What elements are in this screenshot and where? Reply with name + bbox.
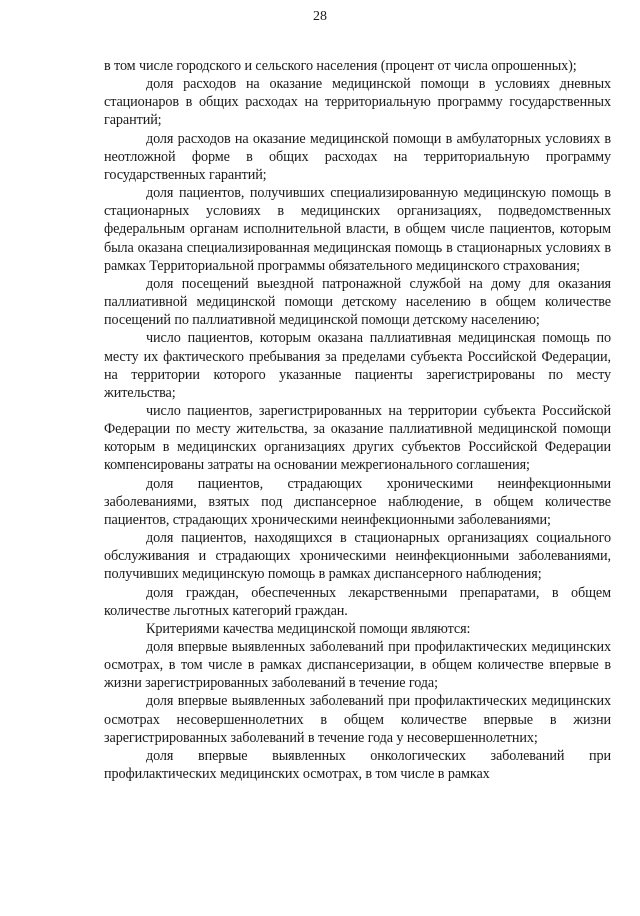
paragraph: доля пациентов, получивших специализированную медицинскую помощь в стационарных условиях в медицинских организациях, подведомственных федеральным органам исполнительной власти, в общем числе пациентов, которым была оказана специализированная медицинская помощь в стационарных условиях в рамках Территориальной программы обязательного медицинского страхования; (104, 185, 611, 274)
paragraph: доля впервые выявленных заболеваний при профилактических медицинских осмотрах, в том числе в рамках диспансеризации, в общем количестве впервые в жизни зарегистрированных заболеваний в течение года; (104, 639, 611, 692)
paragraph: доля расходов на оказание медицинской помощи в условиях дневных стационаров в общих расходах на территориальную программу государственных гарантий; (104, 76, 611, 129)
paragraph: доля впервые выявленных заболеваний при профилактических медицинских осмотрах несовершеннолетних в общем количестве впервые в жизни зарегистрированных заболеваний в течение года у несовершеннолетних; (104, 693, 611, 746)
paragraph: доля пациентов, находящихся в стационарных организациях социального обслуживания и страдающих хроническими неинфекционными заболеваниями, получивших медицинскую помощь в рамках диспансерного наблюдения; (104, 530, 611, 583)
paragraph: доля расходов на оказание медицинской помощи в амбулаторных условиях в неотложной форме в общих расходах на территориальную программу государственных гарантий; (104, 130, 611, 183)
paragraph: доля посещений выездной патронажной службой на дому для оказания паллиативной медицинской помощи детскому населению в общем количестве посещений по паллиативной медицинской помощи детскому населению; (104, 275, 611, 329)
paragraph-heading: Критериями качества медицинской помощи являются: (146, 620, 471, 637)
paragraph: доля граждан, обеспеченных лекарственными препаратами, в общем количестве льготных категорий граждан. (104, 584, 611, 619)
paragraph: доля впервые выявленных онкологических заболеваний при профилактических медицинских осмотрах, в том числе в рамках (104, 747, 611, 783)
page-number: 28 (313, 9, 327, 24)
paragraph: число пациентов, которым оказана паллиативная медицинская помощь по месту их фактического пребывания за пределами субъекта Российской Федерации, на территории которого указанные пациенты зарегистрированы по месту жительства; (104, 330, 611, 401)
paragraph-continuation: в том числе городского и сельского населения (процент от числа опрошенных); (104, 58, 577, 74)
paragraph: доля пациентов, страдающих хроническими неинфекционными заболеваниями, взятых под диспансерное наблюдение, в общем количестве пациентов, страдающих хроническими неинфекционными заболеваниями; (104, 475, 611, 528)
document-body (104, 57, 611, 783)
paragraph: число пациентов, зарегистрированных на территории субъекта Российской Федерации по месту жительства, за оказание паллиативной медицинской помощи которым в медицинских организациях других субъектов Российской Федерации компенсированы затраты на основании межрегионального соглашения; (104, 402, 611, 474)
